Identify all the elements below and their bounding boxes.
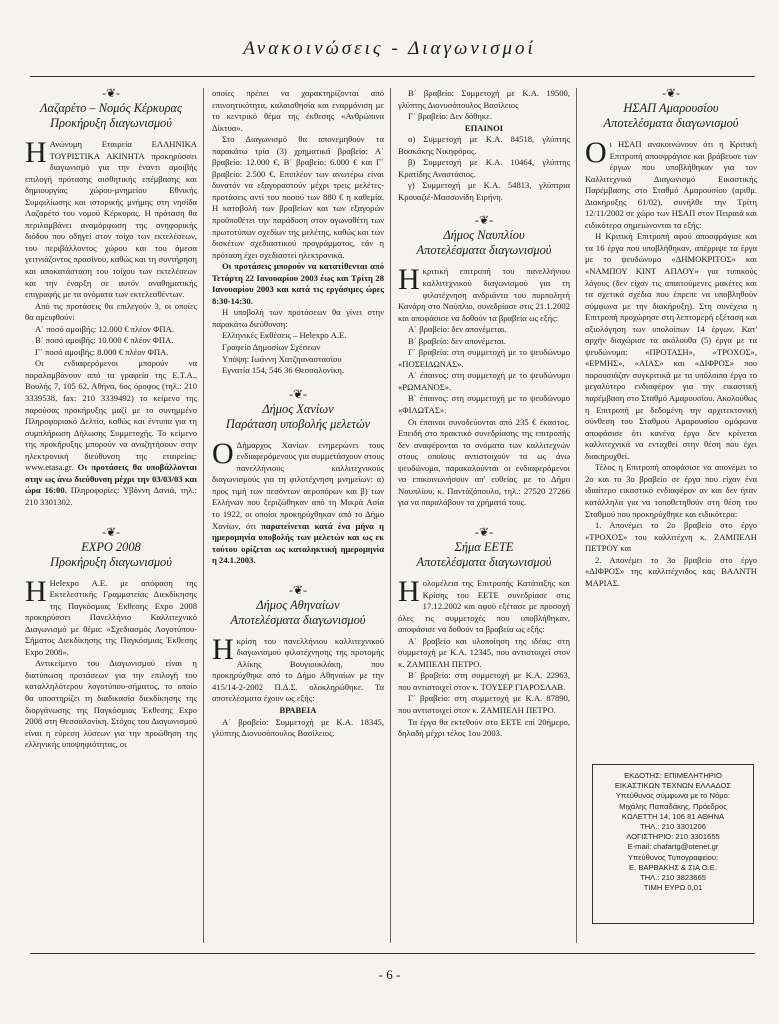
commendation-line: γ) Συμμετοχή με Κ.Α. 54813, γλύπτρια Κρουαζιέ-Μασσονίδη Ειρήνη. (398, 180, 570, 202)
article-paragraph: Τα έργα θα εκτεθούν στο ΕΕΤΕ επί 20ήμερο, δηλαδή μέχρι τέλος 1ου 2003. (398, 716, 570, 739)
article-paragraph: Ανώνυμη Εταιρεία ΕΛΛΗΝΙΚΑ ΤΟΥΡΙΣΤΙΚΑ ΑΚΙΝΗΤΑ προκηρύσσει διαγωνισμό για την έναντι αμοιβής επιλογή πρότασης αισθητικής επέμβασης και δημιουργίας χώρου-μνημείου Εθνικής Συμφιλίωσης και ιστορικής μνήμης στη νησίδα Λαζαρέτο του νομού Κέρκυρας. Η πρόταση θα περιλαμβάνει αναμόρφωση της ανηφορικής διόδου που οδηγεί στον τοίχο των εκτελέσεων, του περιβάλλοντος χώρου και του άμεσα γειτνιάζοντος πρασίνου, καθώς και τη συντήρηση και αποκατάσταση του τοίχου των εκτελέσεων και την έναρξη σε αυτόν αναθηματικής επιγραφής με τα ονόματα των εκτελεσθέντων. (25, 139, 197, 300)
prize-line: Α΄ βραβείο: δεν απονέμεται. (408, 324, 507, 335)
prize-line: Α΄ ποσό αμοιβής: 12.000 € πλέον ΦΠΑ. (35, 323, 174, 334)
ornament: -❦- (101, 524, 121, 539)
article-paragraph: Στο Διαγωνισμό θα απονεμηθούν τα παρακάτω τρία (3) χρηματικά βραβεία: Α΄ βραβείο: 12.000 €, Β΄ βραβείο: 6.000 € και Γ΄ βραβείο: 2.500 €. Επιπλέον των ανωτέρω είναι δυνατόν να εξαγοραστούν μέχρι τρεις μελέτες-προτάσεις αντί του ποσού των 880 € η καθεμία. Η καταβολή των βραβείων και των εξαγορών προϋποθέτει την παράδοση στον αγωνοθέτη των πρωτοτύπων σχεδίων της μελέτης, καθώς και των δισκέτων σχεδιαστικού προγράμματος, εάν η πρόταση έχει σχεδιαστεί ηλεκτρονικά. (212, 134, 384, 260)
address-line: Υπόψη: Ιωάννη Χατζηαναστασίου (222, 353, 342, 364)
article-paragraph: οποίες πρέπει να χαρακτηρίζονται από επινοητικότητα, καλαισθησία και εναρμόνιση με το κεντρικό θέμα της έκθεσης «Ανθρώπινα Δίκτυα». (212, 88, 384, 133)
article-title-eete (398, 540, 570, 570)
article-title-line: Σήμα ΕΕΤΕ (454, 539, 514, 554)
section-subheading: ΒΡΑΒΕΙΑ (279, 704, 317, 715)
imprint-box (592, 764, 754, 924)
column-divider (203, 88, 204, 943)
page-number: - 6 - (378, 967, 401, 982)
article-title-athens (212, 598, 384, 628)
deadline-text: Οι προτάσεις θα υποβάλλονται στην ως άνω διεύθυνση μέχρι την 03/03/03 και ώρα 16:00. (25, 462, 197, 496)
drop-cap: Η (398, 263, 420, 297)
imprint-line: Υπεύθυνος Τυπογραφείου: (627, 852, 719, 862)
article-title-line: Δήμος Ναυπλίου (443, 228, 525, 243)
section-subheading: ΕΠΑΙΝΟΙ (464, 122, 504, 133)
article-paragraph: Δήμαρχος Χανίων ενημερώνει τους ενδιαφερόμενους για συμμετάσχουν στους πανελλήνιους καλλιτεχνικούς διαγωνισμούς για τη φιλοτέχνηση μνημείων: α) προς τιμή των πεσόντων αεροπόρων και β) των Ελλήνων που ξεριζώθηκαν από τη Μικρά Ασία το 1922, οι οποίοι προκηρύχθηκαν από το Δήμο Χανίων, ότι (212, 439, 384, 531)
prize-line: Γ΄ ποσό αμοιβής: 8.000 € πλέον ΦΠΑ. (35, 346, 169, 357)
article-title-chania (212, 402, 384, 432)
article-paragraph: κριτική επιτροπή του πανελλήνιου καλλιτεχνικού διαγωνισμού για τη φιλοτέχνηση ανδριάντα του πυρπολητή Κανάρη στο Ναύπλιο, συνεδρίασε στις 21.1.2002 και αποφάσισε να δοθούν τα βραβεία ως εξής: (398, 266, 570, 323)
drop-cap: Η (212, 632, 234, 666)
price-line: ΤΙΜΗ ΕΥΡΩ 0,01 (643, 883, 703, 893)
prize-line: Β΄ έπαινος: στη συμμετοχή με το ψευδώνυμο «ΦΙΛΩΤΑΣ». (398, 393, 570, 416)
prize-line: Β΄ ποσό αμοιβής: 10.000 € πλέον ΦΠΑ. (35, 335, 174, 346)
prize-line: Α΄ βραβείο και υλοποίηση της ιδέας: στη συμμετοχή με Κ.Α. 12345, που αντιστοιχεί στον κ. ΖΑΜΠΕΛΗ ΠΕΤΡΟ. (398, 635, 570, 669)
article-subtitle-line: Αποτελέσματα διαγωνισμού (416, 554, 552, 569)
prize-line: Α΄ βραβείο: Συμμετοχή με Κ.Α. 18345, γλύπτης Διονυσόπουλος Βασίλειος. (212, 716, 384, 739)
printer-line: Ε. ΒΑΡΒΑΚΗΣ & ΣΙΑ Ο.Ε. (629, 862, 717, 872)
email-line: E-mail: chafartg@otenet.gr (627, 842, 719, 852)
article-paragraph: Η υποβολή των προτάσεων θα γίνει στην παρακάτω διεύθυνση: (212, 307, 384, 329)
article-title-nafplio (398, 228, 570, 258)
article-paragraph: Helexpo Α.Ε. με απόφαση της Εκτελεστικής Γραμματείας Διεκδίκησης της Παγκόσμιας Έκθεσης Expo 2008 προκηρύσσει Πανελλήνιο Καλλιτεχνικό Διαγωνισμό με θέμα: «Σχεδιασμός Λογοτύπου-Σήματος Διεκδίκησης της Παγκόσμιας Έκθεσης Expo 2008». (25, 577, 197, 657)
ornament: -❦- (474, 213, 494, 228)
article-subtitle-line: Αποτελέσματα διαγωνισμού (603, 116, 739, 130)
ornament: -❦- (474, 524, 494, 539)
article-paragraph: Τέλος η Επιτροπή αποφάσισε να απονέμει το 2ο και το 3ο βραβείο σε έργα που είχαν ένα ιδιαίτερο εικαστικό ενδιαφέρον αν και δεν ήταν κατάλληλα για να τοποθετηθούν στη θέση του Σταθμού που προκηρύχθηκε και ειδικότερα: (585, 462, 757, 519)
article-subtitle-line: Αποτελέσματα διαγωνισμού (416, 243, 552, 258)
ornament: -❦- (288, 386, 308, 401)
column-3 (398, 88, 570, 740)
column-2 (212, 88, 384, 740)
footer-rule (30, 953, 755, 954)
page-header-title: Ανακοινώσεις - Διαγωνισμοί (243, 38, 536, 59)
prize-line: Γ΄ βραβείο: στη συμμετοχή με το ψευδώνυμο «ΠΟΣΕΙΔΩΝΑΣ». (398, 347, 570, 369)
address-line: ΚΩΛΕΤΤΗ 14, 106 81 ΑΘΗΝΑ (621, 811, 725, 821)
article-title-lazareto (25, 101, 197, 131)
prize-line: 1. Απονέμει το 2ο βραβείο στο έργο «ΤΡΟΧΟΣ» του καλλιτέχνη κ. ΖΑΜΠΕΛΗ ΠΕΤΡΟΥ και (585, 520, 757, 554)
prize-line: Β΄ βραβείο: Συμμετοχή με Κ.Α. 19500, γλύπτης Διονυσόπουλος Βασίλειος (398, 88, 570, 110)
commendation-line: α) Συμμετοχή με Κ.Α. 84518, γλύπτης Βοσκάκης Νικηφόρος. (398, 134, 570, 156)
deadline-text: παρατείνεται κατά ένα μήνα η ημερομηνία υποβολής των μελετών και ως εκ τούτου ορίζεται ως καταληκτική ημερομηνία η 24.1.2003. (212, 520, 384, 566)
prize-line: Γ΄ βραβείο: στη συμμετοχή με Κ.Α. 87890, που αντιστοιχεί στον κ. ΖΑΜΠΕΛΗ ΠΕΤΡΟ. (398, 693, 570, 715)
drop-cap: Η (25, 136, 47, 169)
article-title-line: Λαζαρέτο – Νομός Κέρκυρας (40, 101, 182, 115)
ornament: -❦- (101, 86, 121, 100)
article-paragraph: ι ΗΣΑΠ ανακοινώνουν ότι η Κριτική Επιτροπή αποσφράγισε και βράβευσε των έργων που υποβλήθηκαν για τον Καλλιτεχνικό Διαγωνισμό Εικαστικής Παρέμβασης στο Σταθμό Αμαρουσίου (αριθμ. Διακήρυξης 61/02), συνήλθε την Τρίτη 12/11/2002 σε χώρο των ΗΣΑΠ στον Πειραιά και ειδικότερα σημειώνονται τα εξής: (585, 139, 757, 230)
article-paragraph: Αντικείμενο του Διαγωνισμού είναι η διατύπωση προτάσεων για την επιλογή του καταλληλότερου λογοτύπου-σήματος, το οποίο θα υποστηρίζει τη διαδικασία διεκδίκησης της διοργάνωσης της Παγκόσμιας Έκθεσης Expo 2008 στη Θεσσαλονίκη. Στόχος του Διαγωνισμού είναι η εύρεση λύσεων για την προώθηση της ελληνικής υποψηφιότητας, οι (25, 658, 197, 750)
publisher-line: ΕΙΚΑΣΤΙΚΩΝ ΤΕΧΝΩΝ ΕΛΛΑΔΟΣ (614, 781, 732, 791)
imprint-line: Υπεύθυνος σύμφωνα με το Νόμο: (616, 791, 730, 801)
deadline-text: Οι προτάσεις μπορούν να κατατίθενται από Τετάρτη 22 Ιανουαρίου 2003 έως και Τρίτη 28 Ιανουαρίου 2003 και κατά τις εργάσιμες ώρες 8:30-14:30. (212, 261, 384, 306)
column-divider (576, 88, 577, 943)
drop-cap: Ο (585, 136, 607, 169)
article-subtitle-line: Προκήρυξη διαγωνισμού (50, 116, 172, 130)
phone-line: ΤΗΛ.: 210 3301206 (640, 822, 706, 832)
article-paragraph: Οι έπαινοι συνοδεύονται από 235 € έκαστος. Επειδή στο πρακτικό συνεδρίασης της επιτροπής δεν αναφέρονται τα ονόματα των καλλιτεχνών στους οποίους αντιστοιχούν τα ως άνω ψευδώνυμα, παρακαλούνται οι ενδιαφερόμενοι να επικοινωνήσουν απ' ευθείας με το Δήμο Ναυπλίου, κ. Παντάζόπουλο, τηλ.: 27520 27266 για να παραλάβουν τα χρήματά τους. (398, 416, 570, 508)
article-paragraph: Από τις προτάσεις θα επιλεγούν 3, οι οποίες θα αμειφθούν: (25, 300, 197, 323)
imprint-line: Μιχάλης Παπαδάκης, Πρόεδρος (619, 801, 727, 811)
article-title-line: Δήμος Χανίων (262, 401, 334, 416)
contact-text: Πληροφορίες: Υβόννη Δανιά, τηλ.: 210 3301302. (25, 485, 197, 507)
prize-line: Α΄ έπαινος: στη συμμετοχή με το ψευδώνυμο «ΡΩΜΑΝΟΣ». (398, 370, 570, 392)
article-title-expo (25, 540, 197, 570)
prize-line: Β΄ βραβείο: στη συμμετοχή με Κ.Α. 22963, που αντιστοιχεί στον κ. ΤΟΥΣΕΡ ΓΙΑΡΟΣΛΑΒ. (398, 670, 570, 692)
drop-cap: Ο (212, 436, 234, 470)
column-divider (390, 88, 391, 943)
article-subtitle-line: Παράταση υποβολής μελετών (225, 416, 371, 431)
drop-cap: Η (25, 574, 47, 608)
address-line: Ελληνικές Εκθέσεις – Helexpo Α.Ε. (222, 330, 347, 341)
publisher-line: ΕΚΔΟΤΗΣ: ΕΠΙΜΕΛΗΤΗΡΙΟ (624, 771, 722, 780)
article-title-line: ΗΣΑΠ Αμαρουσίου (623, 101, 719, 115)
phone-line: ΤΗΛ.: 210 3823665 (640, 873, 706, 883)
article-paragraph: Η Κριτική Επιτροπή αφού αποσφράγισε και τα 16 έργα που υποβλήθηκαν, απέρριψε τα έργα με το ψευδώνυμο «ΔΗΜΟΚΡΙΤΟΣ» και «ΝΑΜΠΟΥ ΚΙΝΤ ΑΠΛΟΥ» για τυπικούς λόγους (δεν είχαν τις απαιτούμενες μακέτες και τα σχετικά σχέδια που έπρεπε να υποβληθούν σύμφωνα με την διακήρυξη). Στη συνέχεια η Επιτροπή προχώρησε στη λεπτομερή εξέταση και αξιολόγηση των υπολοίπων 14 έργων. Κατ' αρχήν διαχώρισε τα ακόλουθα (5) έργα με τα ψευδώνυμα: «ΠΡΟΤΑΣΗ», «ΤΡΟΧΟΣ», «ΕΡΜΗΣ», «ΑΙΑΣ» και «ΔΙΦΡΟΣ» που παρουσιάζαν συγκριτικά με τα υπόλοιπα έργα το μεγαλύτερο ενδιαφέρον για την εικαστική παρέμβαση στο Σταθμό Αμαρουσίου. Ακολούθως η Επιτροπή με δεδομένη την αρχιτεκτονική σύνθεση του Σταθμού Αμαρουσίου ομόφωνα αποφάσισε ότι κανένα έργο δεν κρίνεται καλλιτεχνικά να ενταχθεί στην θέση που έχει διακηρυχθεί. (585, 231, 757, 461)
article-title-line: EXPO 2008 (81, 539, 141, 554)
article-title-isap (585, 101, 757, 131)
ornament: -❦- (288, 582, 308, 597)
column-4 (585, 88, 757, 589)
article-subtitle-line: Προκήρυξη διαγωνισμού (50, 554, 172, 569)
column-1 (25, 88, 197, 751)
article-paragraph: κρίση του πανελλήνιου καλλιτεχνικού διαγωνισμού φιλοτέχνησης της προτομής Αλίκης Βουγιουκλάκη, που προκηρύχθηκε από το Δήμο Αθηναίων με την 415/14-2-2002 Π.Δ.Σ. ολοκληρώθηκε. Τα αποτελέσματα έχουν ως εξής: (212, 635, 384, 704)
address-line: Γραφείο Δημοσίων Σχέσεων (222, 342, 321, 353)
header-rule (30, 76, 755, 77)
article-paragraph: ολομέλεια της Επιτροπής Κατάταξης και Κρίσης του ΕΕΤΕ συνεδρίασε στις 17.12.2002 και αφού εξέτασε με προσοχή όλες τις συμμετοχές που υποβλήθηκαν, αποφάσισε να δοθούν τα βραβεία ως εξής: (398, 577, 570, 635)
drop-cap: Η (398, 574, 420, 608)
accounting-phone-line: ΛΟΓΙΣΤΗΡΙΟ: 210 3301655 (626, 832, 720, 842)
article-subtitle-line: Αποτελέσματα διαγωνισμού (230, 612, 366, 627)
ornament: -❦- (661, 86, 681, 100)
address-line: Εγνατία 154, 546 36 Θεσσαλονίκη. (222, 365, 345, 376)
article-paragraph: Οι ενδιαφερόμενοι μπορούν να παραλαμβάνουν από τα γραφεία της Ε.Τ.Α., Βουλής 7, 105 62, Αθήνα, 6ος όροφος (τηλ.: 210 3339538, fax: 210 3339492) το κείμενο της παρούσας προκήρυξης μαζί με το συνημμένο Πληροφοριακό Δελτίο, καθώς και έντυπα για τη συμπλήρωση Δήλωσης Συμμετοχής. Το κείμενο της προκήρυξης μπορούν να αναζητήσουν στην ηλεκτρονική διεύθυνση της εταιρείας: www.etasa.gr. (25, 358, 197, 473)
prize-line: Β΄ βραβείο: δεν απονέμεται. (408, 335, 506, 346)
article-title-line: Δήμος Αθηναίων (256, 597, 340, 612)
commendation-line: β) Συμμετοχή με Κ.Α. 10464, γλύπτης Κρατίδης Αναστάσιος. (398, 157, 570, 179)
prize-line: Γ΄ βραβείο: Δεν δόθηκε. (408, 111, 493, 122)
prize-line: 2. Απονέμει το 3ο βραβείο στο έργο «ΔΙΦΡΟΣ» της καλλιτέχνιδος κας ΒΑΛΝΤΗ ΜΑΡΙΑΣ. (585, 554, 757, 588)
